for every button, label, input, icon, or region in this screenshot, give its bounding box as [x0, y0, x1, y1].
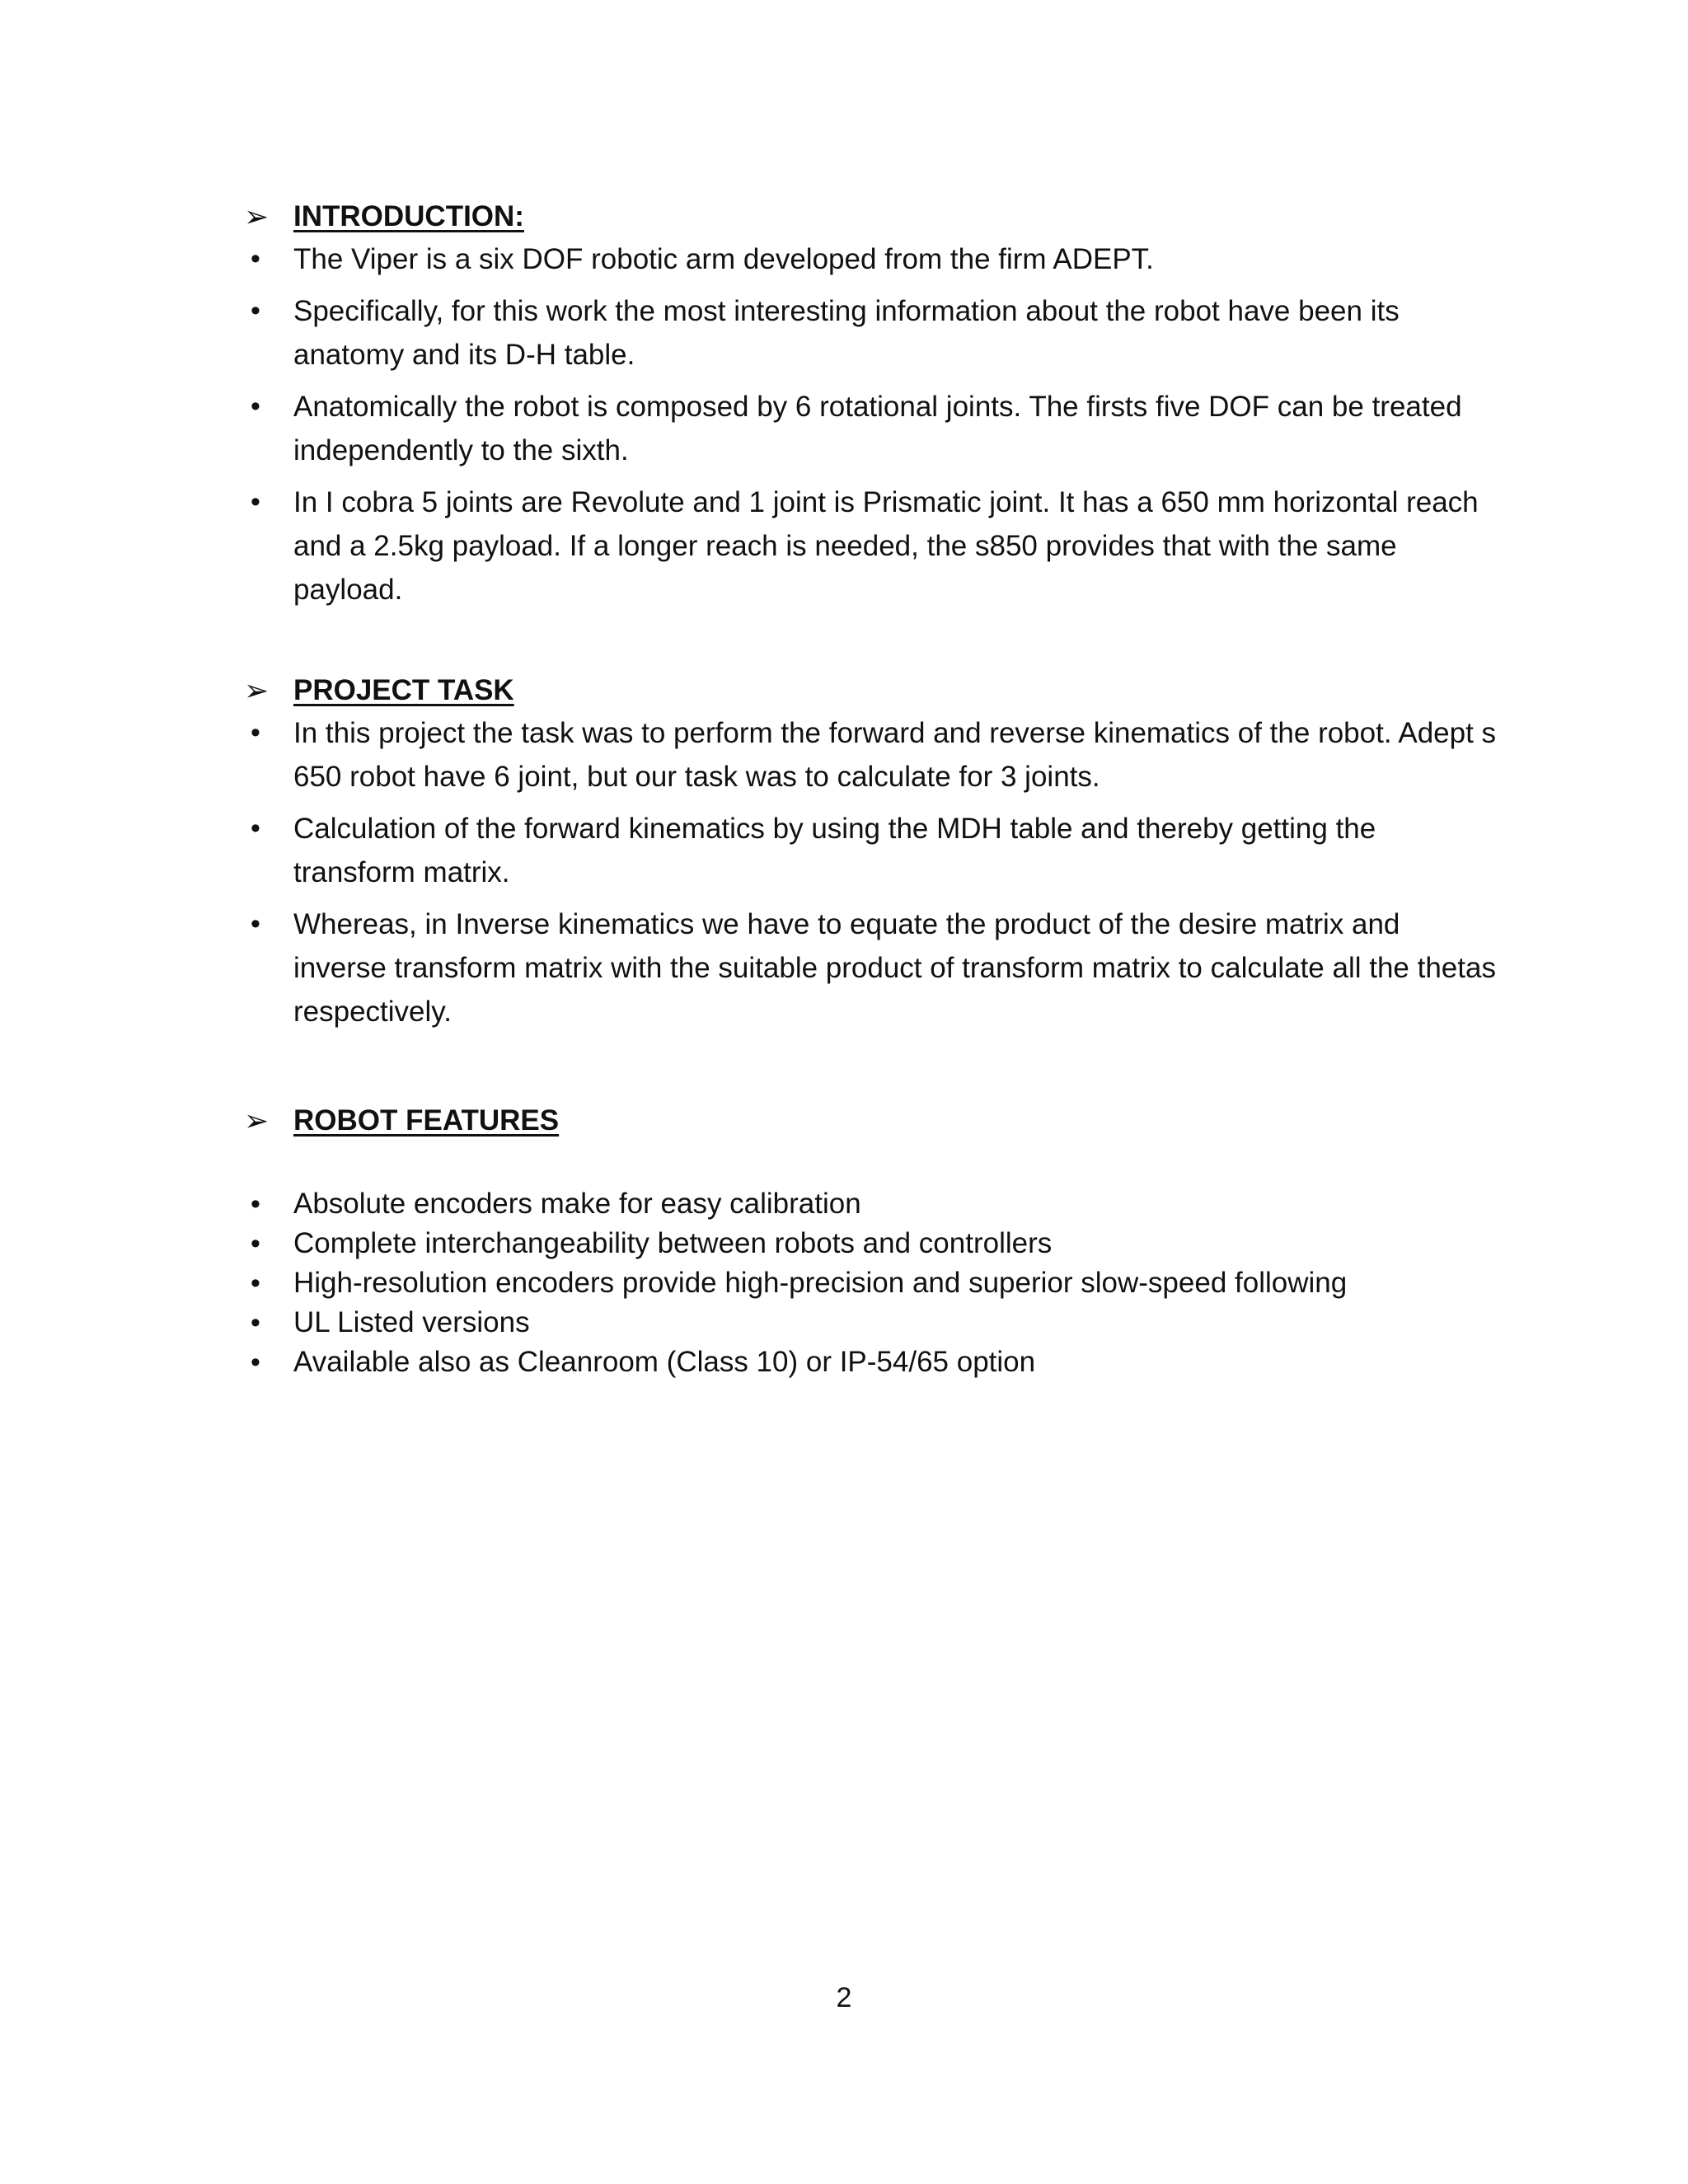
list-item: [244, 1263, 1497, 1303]
heading-text: ROBOT FEATURES: [293, 1104, 560, 1137]
list-item: [244, 902, 1497, 1033]
list-item-text: Absolute encoders make for easy calibration: [293, 1188, 861, 1220]
heading-text: PROJECT TASK: [293, 674, 514, 706]
section-heading: [244, 196, 1497, 237]
bullet-icon: •: [251, 1228, 260, 1259]
list-item: [244, 237, 1497, 281]
list-item: [244, 1303, 1497, 1343]
bullet-list: [244, 711, 1497, 1033]
bullet-list: [244, 1184, 1497, 1382]
bullet-icon: •: [251, 295, 260, 326]
bullet-icon: •: [251, 813, 260, 844]
list-item-text: The Viper is a six DOF robotic arm developed from the firm ADEPT.: [293, 243, 1154, 275]
bullet-icon: •: [251, 908, 260, 940]
bullet-icon: •: [251, 1188, 260, 1220]
list-item: [244, 1184, 1497, 1224]
heading-text: INTRODUCTION:: [293, 200, 524, 232]
arrow-bullet-icon: ➢: [244, 673, 270, 707]
arrow-bullet-icon: ➢: [244, 199, 270, 233]
page-number: 2: [836, 1982, 852, 2013]
bullet-list: [244, 237, 1497, 612]
list-item: [244, 289, 1497, 377]
section-project-task: [244, 670, 1497, 1033]
list-item-text: UL Listed versions: [293, 1306, 530, 1338]
list-item-text: Anatomically the robot is composed by 6 rotational joints. The firsts five DOF can be treated independently to the sixth.: [293, 391, 1462, 466]
arrow-bullet-icon: ➢: [244, 1104, 270, 1137]
list-item-text: Complete interchangeability between robots and controllers: [293, 1227, 1053, 1259]
section-heading: [244, 670, 1497, 711]
list-item-text: Available also as Cleanroom (Class 10) or IP-54/65 option: [293, 1346, 1036, 1378]
list-item: [244, 480, 1497, 612]
bullet-icon: •: [251, 243, 260, 274]
bullet-icon: •: [251, 1268, 260, 1299]
bullet-icon: •: [251, 1347, 260, 1378]
bullet-icon: •: [251, 486, 260, 518]
list-item: [244, 385, 1497, 472]
list-item: [244, 1224, 1497, 1263]
list-item-text: Whereas, in Inverse kinematics we have to equate the product of the desire matrix and inverse transform matrix with the suitable product of transform matrix to calculate all the thetas respectively.: [293, 908, 1496, 1028]
list-item-text: In this project the task was to perform the forward and reverse kinematics of the robot. Adept s 650 robot have 6 joint, but our task was to calculate for 3 joints.: [293, 717, 1497, 793]
section-robot-features: [244, 1100, 1497, 1382]
list-item-text: High-resolution encoders provide high-precision and superior slow-speed following: [293, 1267, 1348, 1299]
list-item-text: Specifically, for this work the most interesting information about the robot have been its anatomy and its D-H table.: [293, 295, 1400, 371]
bullet-icon: •: [251, 1307, 260, 1338]
bullet-icon: •: [251, 717, 260, 748]
section-introduction: [244, 196, 1497, 612]
list-item-text: In I cobra 5 joints are Revolute and 1 joint is Prismatic joint. It has a 650 mm horizontal reach and a 2.5kg payload. If a longer reach is needed, the s850 provides that with the same payload.: [293, 486, 1479, 606]
list-item-text: Calculation of the forward kinematics by using the MDH table and thereby getting the transform matrix.: [293, 813, 1376, 888]
list-item: [244, 711, 1497, 799]
list-item: [244, 1343, 1497, 1382]
section-heading: [244, 1100, 1497, 1141]
list-item: [244, 807, 1497, 894]
bullet-icon: •: [251, 391, 260, 422]
